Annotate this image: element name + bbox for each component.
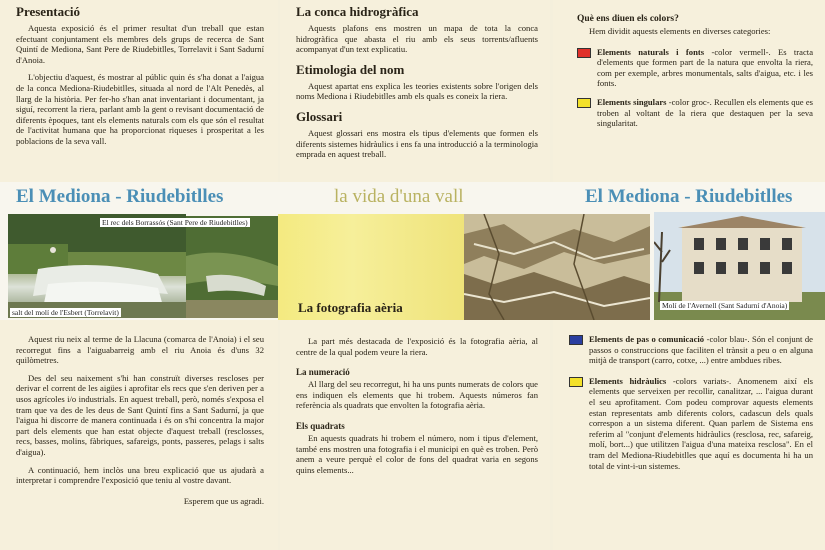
legend-blue	[569, 334, 813, 366]
info-panel	[280, 0, 550, 182]
caption-salt: salt del molí de l'Esbert (Torrelavit)	[12, 308, 119, 317]
legend-red	[577, 47, 813, 89]
presentacio-paragraph-2: L'objectiu d'aquest, és mostrar al públic quin és s'ha donat a l'aigua de la conca Mediona-Riudebitlles, situada al nord de l'Alt Penedès, al llarg de la història. Per fer-ho s'han anat inventariant i documentant, ja siguí, recorrent la riera, parlant amb la gent o revisant documentació de diferents èpoques, tant els elements naturals com els que són el resultat de l'activitat humana que ha proporcionat riqueses i prosperitat a les poblacions de la seva vall.	[16, 72, 264, 146]
legend-red-text: Elements naturals i fonts -color vermell-. Es tracta d'elements que formen part de la natura que envolta la riera, com per exemple, arbres monumentals, salts d'aigua, etc. i les fonts.	[597, 46, 814, 89]
hydraulic-swatch	[569, 377, 583, 387]
waterfall-photo	[8, 214, 186, 318]
intro-paragraph-2: Des del seu naixement s'hi han construït diverses rescloses per derivar el corrent de les aigües i aprofitar els recs que s'en deriven per a usos agrícoles i/o industrials. En aquest treball, però, només s'exposa el tram que va des de les deus de Sant Quintí fins a Sant Sadurní, ja que l'aigua hi discorre de manera continuada i és on s'hi concentra la major part dels elements que han estat objecte d'aquest treball (resclosses, recs, basses, molins, fàbriques, safareigs, ponts, passeres, pelags i salts d'aigua).	[16, 372, 264, 457]
intro-sign: Esperem que us agradi.	[183, 495, 264, 506]
numeracio-paragraph: Al llarg del seu recorregut, hi ha uns punts numerats de colors que ens indiquen els elements que hi trobem. Aquests números fan referència als quadrats que envolten la fotografia aèria.	[296, 379, 538, 411]
yellow-swatch	[577, 98, 591, 108]
banner-left: El Mediona - Riudebitlles	[16, 186, 224, 207]
aerial-title: La fotografia aèria	[298, 300, 403, 315]
rec-photo	[186, 216, 278, 318]
legend-blue-text: Elements de pas o comunicació -color blau-. Són el conjunt de passos o construccions que faciliten el trànsit a peu o en alguna mitjà de transport (carro, cotxe, ...) entre ambdues ribes.	[589, 334, 814, 366]
caption-rec: El rec dels Borrassós (Sant Pere de Riudebitlles)	[102, 218, 248, 227]
quadrats-title: Els quadrats	[296, 420, 345, 431]
legend-hydraulic	[569, 376, 813, 471]
etimologia-paragraph: Aquest apartat ens explica les teories existents sobre l'origen dels noms Mediona i Riudebitlles amb els quals es coneix la riera.	[296, 80, 538, 102]
caption-moli: Molí de l'Avernell (Sant Sadurní d'Anoia)	[662, 301, 788, 310]
legend-hydraulic-text: Elements hidràulics -colors variats-. Anomenem així els elements que serveixen per recollir, canalitzar, ... l'aigua durant el seu aprofitament. Com podeu comprovar aquests elements estan representats amb diferents colors, cadascun dels quals correspon a un sistema diferent. Quan parlem de Sistema ens referim al "conjunt d'elements hidràulics (resclosa, rec, safareig, molí, bort...) que utilitzen l'aigua d'una mateixa resclosa". En el tram del Mediona-Riudebitlles que aquí es documenta hi ha un total de vint-i-un sistemes.	[589, 375, 813, 471]
banner-middle: la vida d'una vall	[334, 186, 464, 207]
etimologia-title: Etimologia del nom	[296, 61, 405, 77]
aerial-explanation-panel	[280, 320, 550, 550]
banner-right: El Mediona - Riudebitlles	[585, 186, 793, 207]
legend-yellow-text: Elements singulars -color groc-. Recullen els elements que es troben al voltant de la riera que destaquen per la seva singularitat.	[597, 96, 813, 129]
aerial-photo	[464, 214, 650, 320]
glossari-title: Glossari	[296, 108, 343, 124]
blue-swatch	[569, 335, 583, 345]
introduction-panel	[0, 320, 278, 550]
conca-paragraph: Aquests plafons ens mostren un mapa de tota la conca hidrogràfica que abasta el riu amb els seus torrents/afluents acompanyat d'un text explicatiu.	[296, 23, 538, 55]
quadrats-paragraph: En aquests quadrats hi trobem el número, nom i tipus d'element, també ens mostren una fotografia i el municipi en què es troben. Però anem a veure perquè el color de fons del quadrat varia en segons quins elements...	[296, 432, 538, 475]
colors-panel	[553, 0, 825, 182]
intro-paragraph-1: Aquest riu neix al terme de la Llacuna (comarca de l'Anoia) i el seu recorregut fins a l'aiguabarreig amb el riu Anoia és d'uns 32 quilòmetres.	[16, 334, 264, 366]
aerial-intro: La part més destacada de l'exposició és la fotografia aèria, al centre de la qual podem veure la riera.	[296, 336, 538, 357]
presentacio-title: Presentació	[16, 4, 81, 19]
colors-title: Què ens diuen els colors?	[577, 14, 679, 24]
legend-yellow	[577, 97, 813, 129]
numeracio-title: La numeració	[296, 367, 350, 378]
conca-title: La conca hidrogràfica	[296, 4, 419, 19]
colors-intro: Hem dividit aquests elements en diverses categories:	[589, 26, 771, 36]
glossari-paragraph: Aquest glossari ens mostra els tipus d'elements que formen els diferents sistemes hidràulics i ens fa una introducció a la terminologia emprada en aquest treball.	[296, 127, 538, 160]
presentacio-panel	[0, 0, 278, 182]
legend-bottom-panel	[553, 320, 825, 550]
presentacio-paragraph-1: Aquesta exposició és el primer resultat d'un treball que estan efectuant conjuntament els membres dels grups de recerca de Sant Quintí de Mediona, Sant Pere de Riudebitlles, Torrelavit i Sant Sadurní d'Anoia.	[16, 23, 264, 65]
intro-paragraph-3: A continuació, hem inclòs una breu explicació que us ajudarà a interpretar i comprendre l'exposició que teniu al vostre davant.	[16, 464, 264, 486]
red-swatch	[577, 48, 591, 58]
